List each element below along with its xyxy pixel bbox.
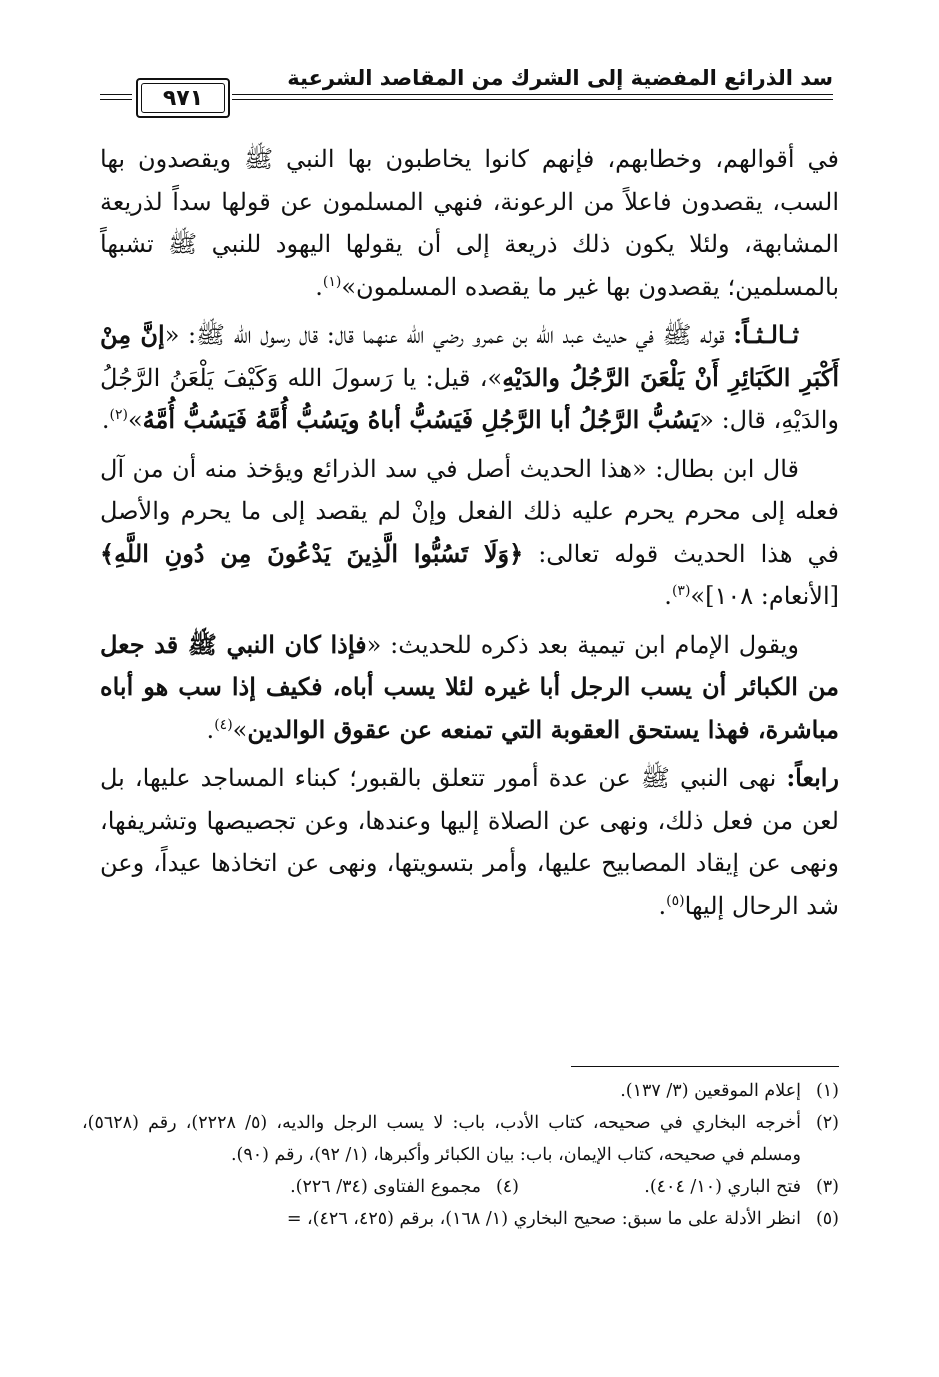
paragraph [100,138,839,308]
paragraph-text: »، قيل: يا رَسولَ الله وَكَيْفَ يَلْعَنُ الرَّجُلُ والدَيْهِ، قال: « [100,363,839,434]
header-rule [232,99,833,100]
paragraph-text: قال ابن بطال: «هذا الحديث أصل في سد الذرائع ويؤخذ منه أن من آل فعله إلى محرم يحرم عليه ذلك الفعل وإنْ لم يقصد إلى ما يحرم والأصل في هذا الحديث قوله تعالى: [100,454,840,568]
footnote-number: (١) [815,1081,839,1101]
footnote [82,1107,839,1171]
main-text [100,138,839,927]
quran-verse: ﴿وَلَا تَسُبُّوا الَّذِينَ يَدْعُونَ مِن دُونِ اللَّهِ﴾ [100,538,524,568]
footnote-ref: (٢) [109,407,128,423]
paragraph-text: [الأنعام: ١٠٨]» [690,582,839,610]
paragraph-text: ويقول الإمام ابن تيمية بعد ذكره للحديث: « [366,630,799,659]
header-rule [100,94,132,95]
paragraph-tail: . [206,715,215,744]
paragraph-text: في أقوالهم، وخطابهم، فإنهم كانوا يخاطبون بها النبي ﷺ ويقصدون بها السب، يقصدون فاعلاً من الرعونة، فنهي المسلمون عن قولها سداً لذريعة المشابهة، ولئلا يكون ذلك ذريعة إلى أن يقولها اليهود للنبي ﷺ تشبهاً بالمسلمين؛ يقصدون بها غير ما يقصده المسلمون» [100,145,839,301]
page-number-text: ٩٧١ [162,85,204,111]
footnote [539,1171,839,1203]
footnote-ref: (٤) [214,716,233,733]
footnote-text: فتح الباري (١٠/ ٤٠٤). [644,1177,801,1197]
paragraph-tail: . [101,406,110,434]
paragraph [100,757,839,927]
running-title: سد الذرائع المفضية إلى الشرك من المقاصد الشرعية [287,66,833,90]
footnote-separator [571,1066,839,1067]
section-lead: ثـالـثـاً: [733,320,799,349]
footnotes [82,1075,839,1235]
footnote-number: (٤) [495,1177,519,1197]
paragraph-text: قوله ﷺ في حديث عبد الله بن عمرو رضي الله عنهما قال: قال رسول الله ﷺ: « [164,321,734,349]
footnote-number: (٢) [815,1113,839,1133]
footnote-ref: (١) [322,273,342,290]
paragraph-text: » [232,715,248,744]
paragraph-text: » [127,406,143,434]
footnote [82,1075,839,1107]
header-rule [100,99,132,100]
hadith-text: إنَّ مِنْ أَكْبَرِ الكَبَائِرِ أَنْ يَلْعَنَ الرَّجُلُ والدَيْهِ [100,320,840,392]
paragraph [100,624,839,752]
paragraph-text: نهى النبي ﷺ عن عدة أمور تتعلق بالقبور؛ كبناء المساجد عليها، بل لعن من فعل ذلك، ونهى عن الصلاة إليها وعندها، وعن تجصيصها وتشريفها، ونهى عن إيقاد المصابيح عليها، وأمر بتسويتها، ونهى عن اتخاذها عيداً، وعن شد الرحال إليها [100,764,839,920]
footnote-text: إعلام الموقعين (٣/ ١٣٧). [620,1081,801,1101]
paragraph-tail: . [664,582,672,610]
hadith-text: يَسُبُّ الرَّجُلُ أبا الرَّجُلِ فَيَسُبُّ أباهُ ويَسُبُّ أُمَّهُ فَيَسُبُّ أُمَّهُ [142,405,700,434]
footnote-number: (٣) [815,1177,839,1197]
footnote-row [82,1171,839,1203]
quoted-text: فإذا كان النبي ﷺ قد جعل من الكبائر أن يسب الرجل أبا غيره لئلا يسب أباه، فكيف إذا سب هو أباه مباشرة، فهذا يستحق العقوبة التي تمنعه عن عقوق الوالدين [100,629,839,744]
footnote-text: أخرجه البخاري في صحيحه، كتاب الأدب، باب: لا يسب الرجل والديه، (٥/ ٢٢٢٨)، رقم (٥٦٢٨)، ومسلم في صحيحه، كتاب الإيمان، باب: بيان الكبائر وأكبرها، (١/ ٩٢)، رقم (٩٠). [82,1113,801,1165]
footnote-number: (٥) [815,1209,839,1229]
footnote-ref: (٥) [666,892,685,909]
footnote-text: انظر الأدلة على ما سبق: صحيح البخاري (١/ ١٦٨)، برقم (٤٢٥، ٤٢٦)، = [286,1209,801,1229]
footnote [219,1171,519,1203]
section-lead: رابعاً: [786,763,839,792]
page-number [136,78,230,118]
paragraph [100,314,839,442]
footnote [82,1203,839,1235]
paragraph-tail: . [658,891,667,920]
footnote-text: مجموع الفتاوى (٣٤/ ٢٢٦). [290,1177,481,1197]
paragraph [100,448,839,618]
paragraph-tail: . [315,272,323,301]
footnote-ref: (٣) [671,583,691,599]
header-rule [232,94,833,95]
